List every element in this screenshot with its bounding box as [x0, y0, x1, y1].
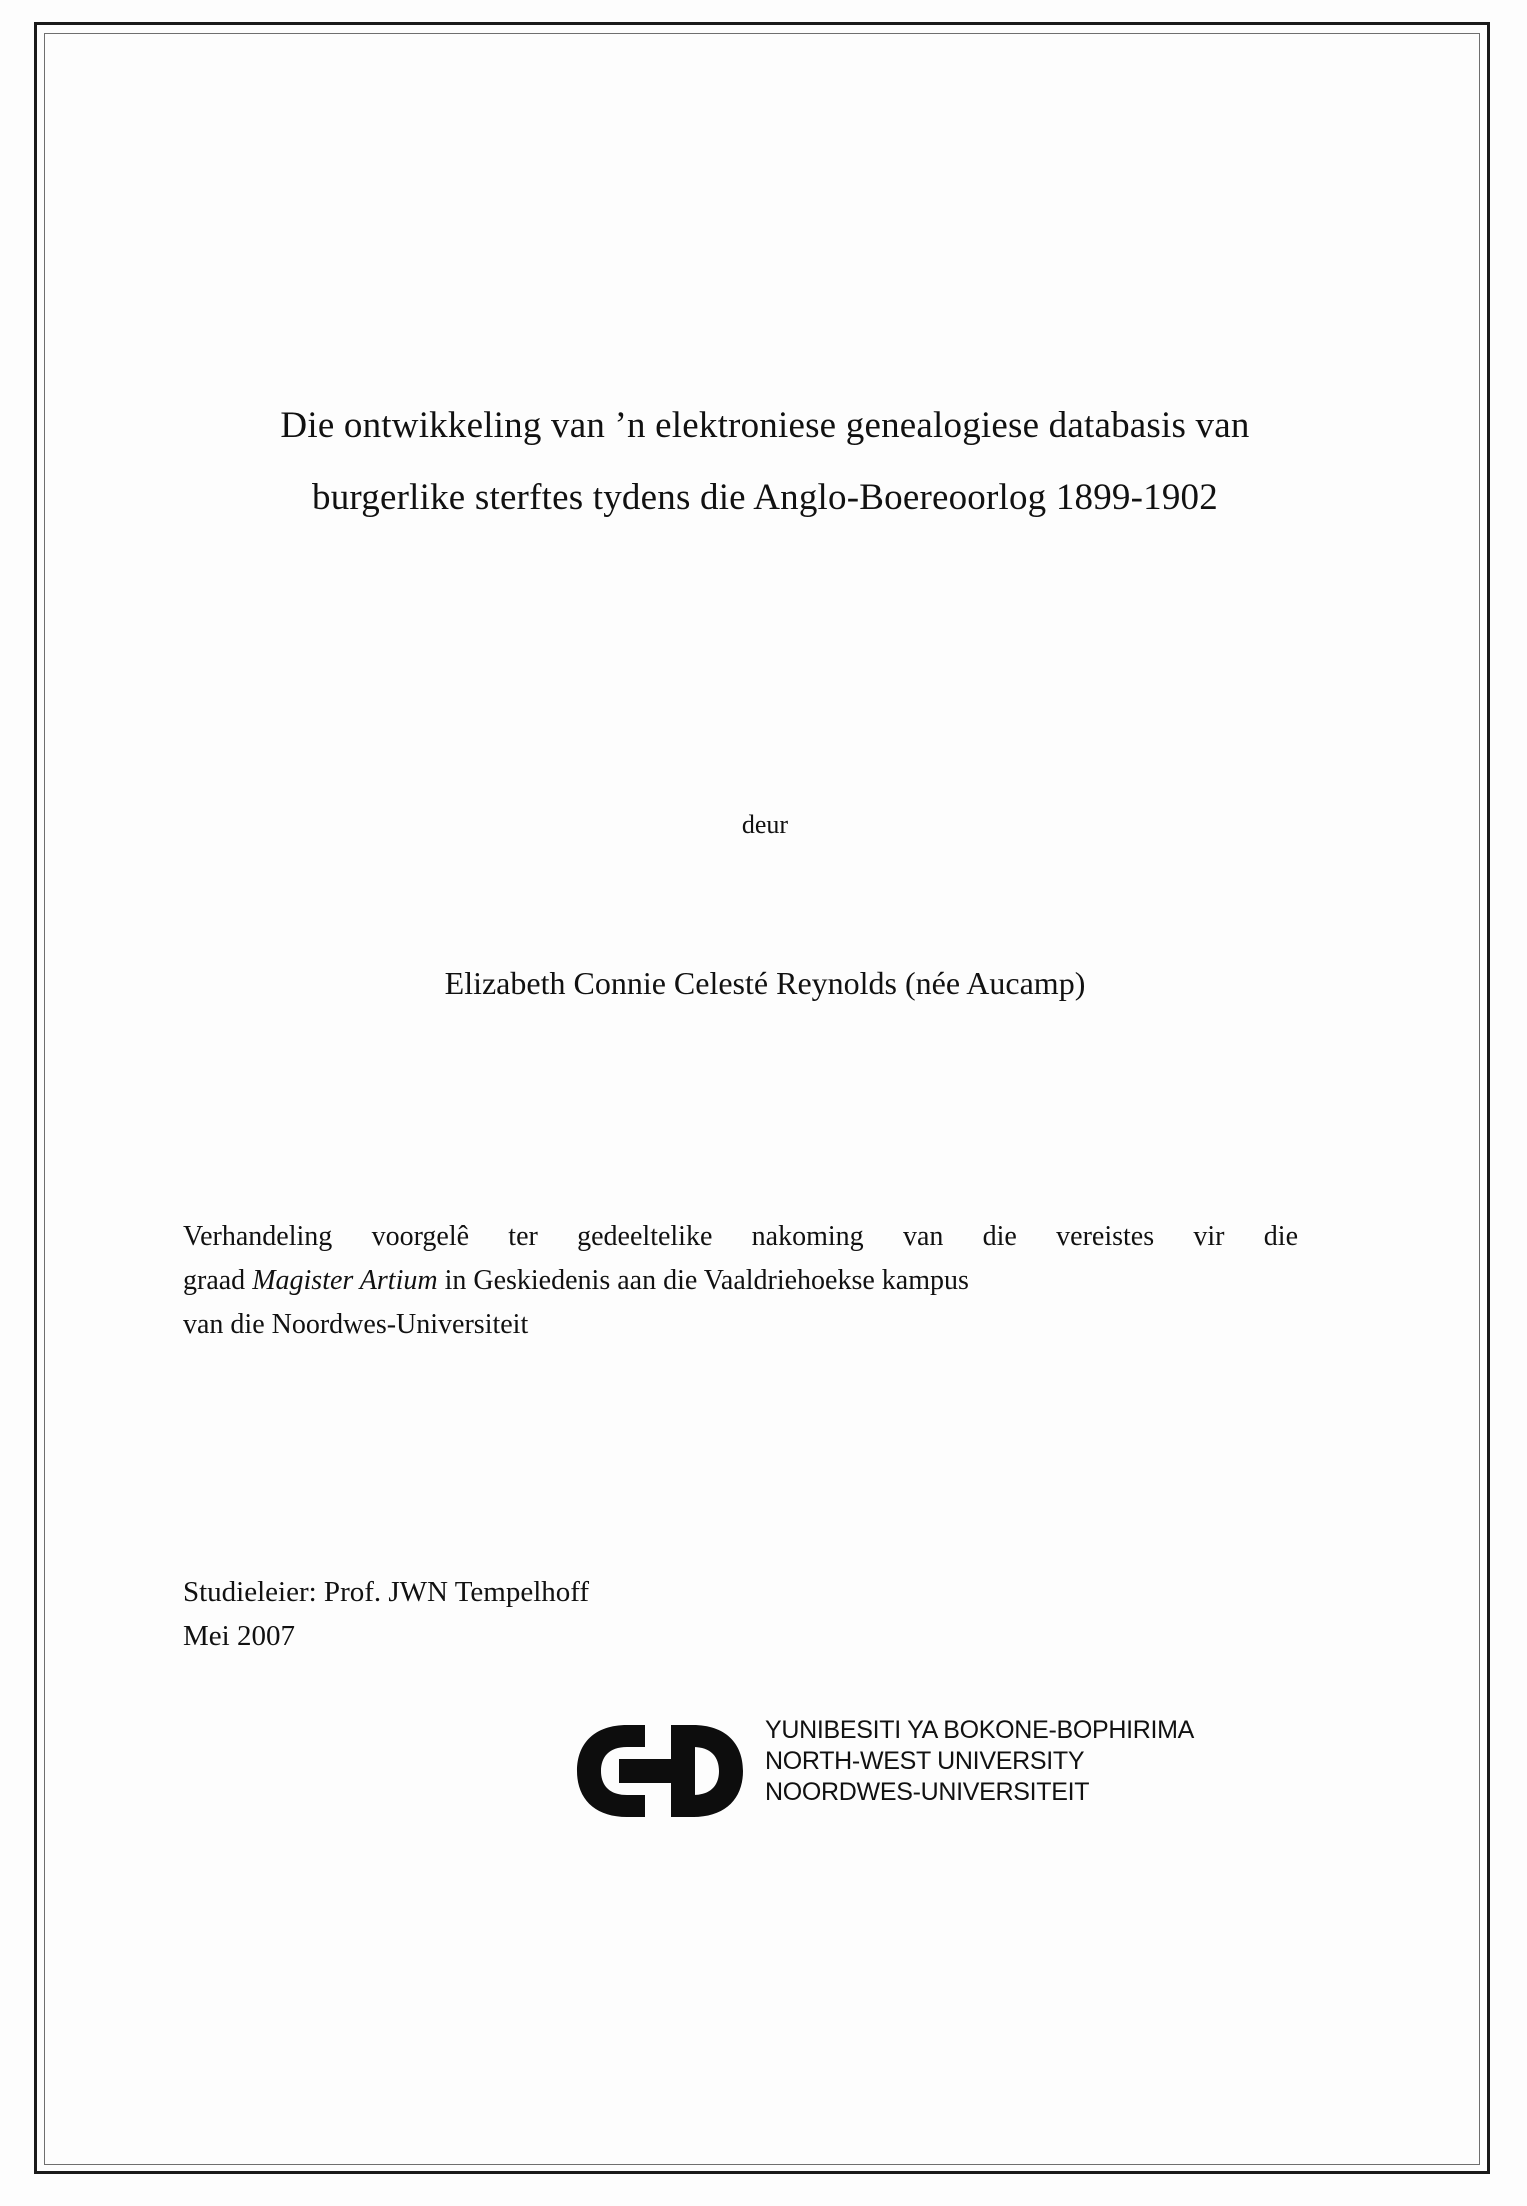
title-line-1: Die ontwikkeling van ’n elektroniese genealogiese databasis van [280, 405, 1250, 446]
logo-text-block [765, 1715, 1194, 1808]
university-logo [575, 1715, 1195, 1830]
degree-statement [183, 1215, 1298, 1347]
author-name: Elizabeth Connie Celesté Reynolds (née Aucamp) [444, 965, 1086, 1001]
supervisor-block [183, 1570, 1183, 1658]
statement-line-3: van die Noordwes-Universiteit [183, 1309, 529, 1340]
supervisor-line: Studieleier: Prof. JWN Tempelhoff [183, 1576, 590, 1608]
north-west-university-logo-icon [575, 1721, 760, 1821]
logo-line-3: NOORDWES-UNIVERSITEIT [765, 1778, 1090, 1806]
statement-line-2-post: in Geskiedenis aan die Vaaldriehoekse kampus [437, 1265, 969, 1296]
title-page-content [175, 60, 1355, 2120]
document-title [175, 390, 1355, 534]
title-line-2: burgerlike sterftes tydens die Anglo-Boereoorlog 1899-1902 [312, 477, 1218, 518]
statement-line-2-pre: graad [183, 1265, 253, 1296]
statement-line-1: Verhandeling voorgelê ter gedeeltelike nakoming van die vereistes vir die [183, 1221, 1298, 1252]
degree-name: Magister Artium [252, 1265, 438, 1296]
date-line: Mei 2007 [183, 1620, 295, 1652]
logo-line-1: YUNIBESITI YA BOKONE-BOPHIRIMA [765, 1716, 1195, 1744]
logo-line-2: NORTH-WEST UNIVERSITY [765, 1747, 1085, 1775]
statement-line-2 [183, 1259, 1298, 1303]
by-word: deur [741, 810, 789, 839]
